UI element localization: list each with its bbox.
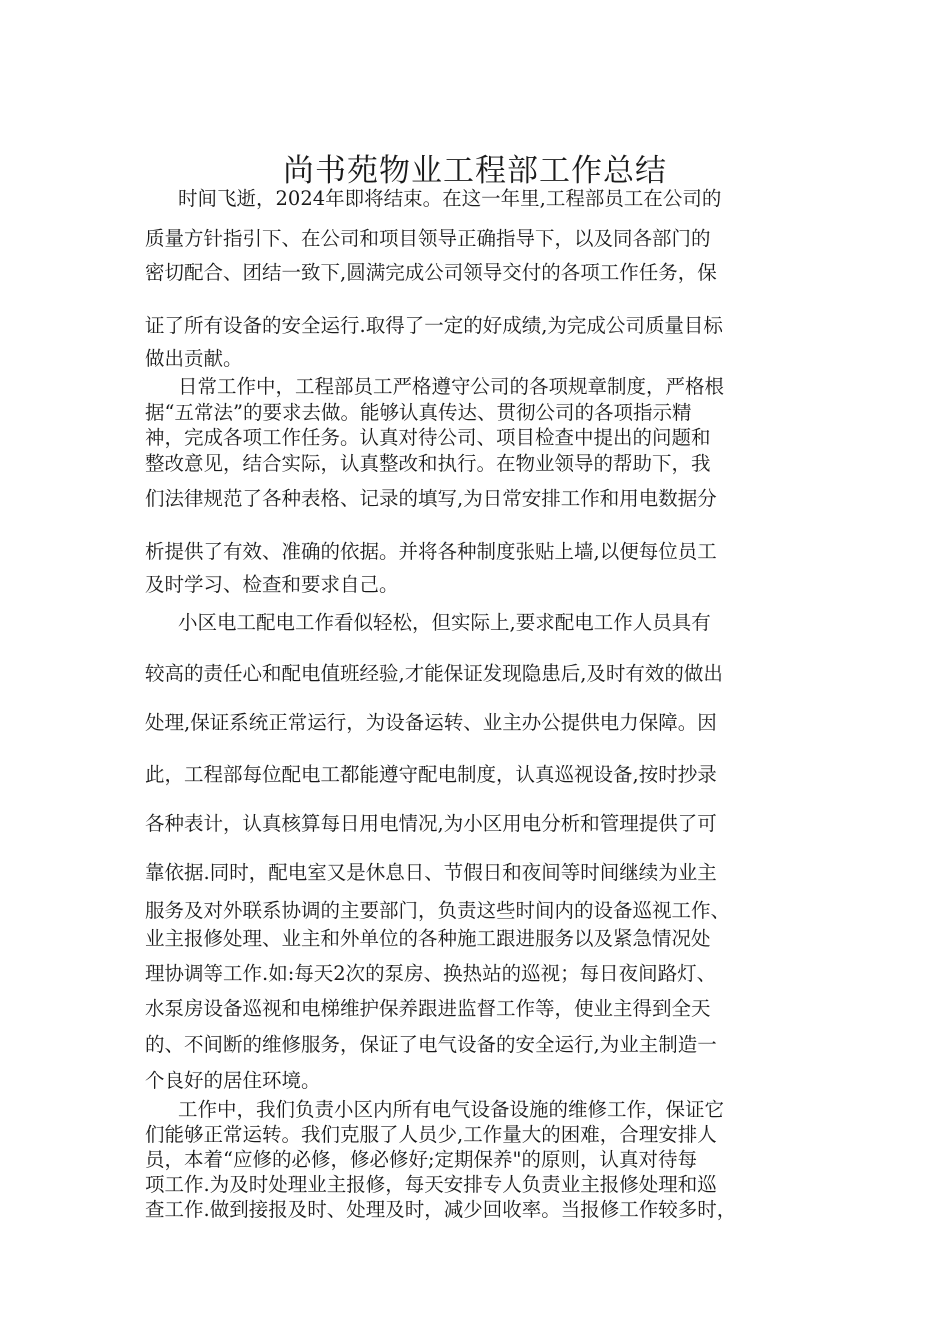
text-line: 据“五常法”的要求去做。能够认真传达、贯彻公司的各项指示精 — [145, 401, 692, 424]
text-line: 析提供了有效、准确的依据。并将各种制度张贴上墙,以便每位员工 — [145, 540, 717, 563]
document-title: 尚书苑物业工程部工作总结 — [283, 152, 667, 189]
text-line: 们法律规范了各种表格、记录的填写,为日常安排工作和用电数据分 — [145, 487, 717, 510]
text-line: 神，完成各项工作任务。认真对待公司、项目检查中提出的问题和 — [145, 426, 711, 449]
text-line: 个良好的居住环境。 — [145, 1069, 321, 1092]
text-line: 较高的责任心和配电值班经验,才能保证发现隐患后,及时有效的做出 — [145, 662, 723, 685]
text-line: 及时学习、检查和要求自己。 — [145, 573, 399, 596]
text-line: 服务及对外联系协调的主要部门，负责这些时间内的设备巡视工作、 — [145, 899, 731, 922]
text-line: 证了所有设备的安全运行.取得了一定的好成绩,为完成公司质量目标 — [145, 314, 723, 337]
text-line: 日常工作中，工程部员工严格遵守公司的各项规章制度，严格根 — [178, 375, 725, 398]
text-line: 此，工程部每位配电工都能遵守配电制度，认真巡视设备,按时抄录 — [145, 763, 717, 786]
text-line: 质量方针指引下、在公司和项目领导正确指导下，以及同各部门的 — [145, 227, 711, 250]
text-line: 做出贡献。 — [145, 347, 243, 370]
text-line: 整改意见，结合实际，认真整改和执行。在物业领导的帮助下，我 — [145, 452, 711, 475]
text-line: 理协调等工作.如:每天2次的泵房、换热站的巡视；每日夜间路灯、 — [145, 962, 717, 985]
text-line: 各种表计，认真核算每日用电情况,为小区用电分析和管理提供了可 — [145, 812, 717, 835]
text-line: 们能够正常运转。我们克服了人员少,工作量大的困难，合理安排人 — [145, 1123, 717, 1146]
text-line: 靠依据.同时，配电室又是休息日、节假日和夜间等时间继续为业主 — [145, 861, 717, 884]
text-line: 水泵房设备巡视和电梯维护保养跟进监督工作等，使业主得到全天 — [145, 997, 711, 1020]
text-line: 时间飞逝，2024年即将结束。在这一年里,工程部员工在公司的 — [178, 187, 722, 210]
text-line: 员，本着“应修的必修，修必修好;定期保养"的原则，认真对待每 — [145, 1148, 698, 1171]
text-line: 处理,保证系统正常运行，为设备运转、业主办公提供电力保障。因 — [145, 711, 717, 734]
text-line: 项工作.为及时处理业主报修，每天安排专人负责业主报修处理和巡 — [145, 1173, 717, 1196]
text-line: 密切配合、团结一致下,圆满完成公司领导交付的各项工作任务，保 — [145, 261, 717, 284]
text-line: 工作中，我们负责小区内所有电气设备设施的维修工作，保证它 — [178, 1098, 725, 1121]
text-line: 的、不间断的维修服务，保证了电气设备的安全运行,为业主制造一 — [145, 1033, 717, 1056]
text-line: 业主报修处理、业主和外单位的各种施工跟进服务以及紧急情况处 — [145, 927, 711, 950]
text-line: 小区电工配电工作看似轻松，但实际上,要求配电工作人员具有 — [178, 611, 711, 634]
text-line: 查工作.做到接报及时、处理及时，减少回收率。当报修工作较多时， — [145, 1198, 737, 1221]
